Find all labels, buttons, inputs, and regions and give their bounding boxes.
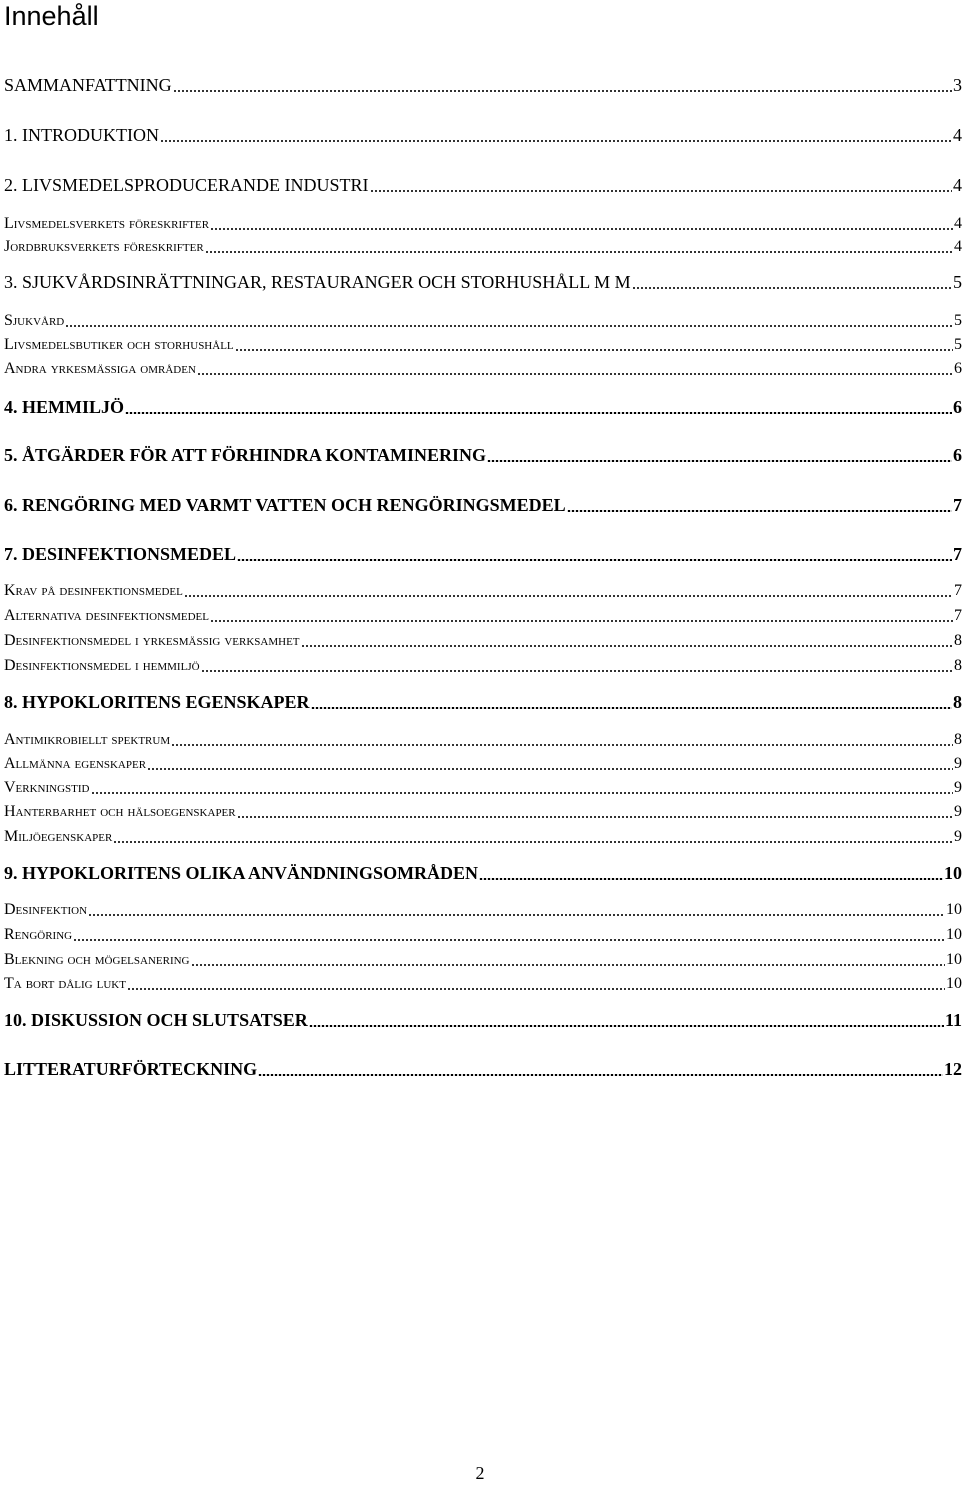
toc-dot-leader (235, 349, 953, 351)
toc-entry-title: Hanterbarhet och hälsoegenskaper (4, 803, 236, 820)
toc-dot-leader (125, 412, 952, 414)
toc-entry-page: 10 (944, 863, 962, 883)
toc-entry-title: 9. HYPOKLORITENS OLIKA ANVÄNDNINGSOMRÅDEN (4, 863, 479, 883)
toc-dot-leader (479, 878, 943, 880)
toc-entry-title: 8. HYPOKLORITENS EGENSKAPER (4, 692, 310, 712)
toc-dot-leader (88, 914, 945, 916)
toc-entry-title: Jordbruksverkets föreskrifter (4, 238, 204, 255)
toc-entry-introduktion[interactable] (4, 123, 962, 147)
toc-entry-hanterbarhet[interactable] (4, 801, 962, 823)
toc-dot-leader (309, 1025, 944, 1027)
toc-entry-title: Blekning och mögelsanering (4, 951, 190, 968)
toc-dot-leader (487, 460, 952, 462)
toc-entry-title: Livsmedelsbutiker och storhushåll (4, 336, 234, 353)
toc-dot-leader (197, 373, 953, 375)
toc-entry-title: Andra yrkesmässiga områden (4, 360, 196, 377)
toc-entry-sammanfattning[interactable] (4, 73, 962, 97)
toc-dot-leader (171, 744, 953, 746)
toc-entry-page: 10 (946, 951, 962, 968)
toc-entry-page: 5 (954, 336, 962, 353)
toc-entry-title: Desinfektionsmedel i hemmiljö (4, 657, 200, 674)
toc-entry-title: Miljöegenskaper (4, 828, 113, 845)
toc-entry-page: 9 (954, 779, 962, 796)
toc-entry-page: 5 (954, 312, 962, 329)
toc-dot-leader (311, 707, 952, 709)
toc-entry-desinfektion[interactable] (4, 899, 962, 921)
toc-entry-page: 8 (953, 692, 962, 712)
toc-entry-verkningstid[interactable] (4, 777, 962, 799)
toc-entry-rengoring[interactable] (4, 924, 962, 946)
toc-dot-leader (160, 140, 952, 142)
toc-entry-diskussion[interactable] (4, 1008, 962, 1032)
toc-entry-title: Sjukvård (4, 312, 65, 329)
toc-entry-title: 5. ÅTGÄRDER FÖR ATT FÖRHINDRA KONTAMINERING (4, 445, 487, 465)
toc-entry-page: 10 (946, 926, 962, 943)
toc-entry-livsmedelsproducerande-industri[interactable] (4, 173, 962, 197)
toc-dot-leader (301, 645, 953, 647)
toc-entry-sjukvard[interactable] (4, 310, 962, 332)
toc-dot-leader (173, 90, 952, 92)
toc-dot-leader (191, 964, 946, 966)
toc-dot-leader (632, 287, 952, 289)
toc-entry-anvandningsomraden[interactable] (4, 861, 962, 885)
toc-entry-title: LITTERATURFÖRTECKNING (4, 1059, 258, 1079)
toc-entry-title: 10. DISKUSSION OCH SLUTSATSER (4, 1010, 308, 1030)
toc-dot-leader (147, 768, 953, 770)
toc-entry-title: Ta bort dålig lukt (4, 975, 126, 992)
toc-entry-page: 9 (954, 828, 962, 845)
toc-entry-title: Rengöring (4, 926, 73, 943)
toc-entry-page: 6 (954, 360, 962, 377)
toc-entry-title: Antimikrobiellt spektrum (4, 731, 171, 748)
toc-entry-livsmedelsbutiker[interactable] (4, 334, 962, 356)
toc-entry-title: Alternativa desinfektionsmedel (4, 607, 209, 624)
toc-entry-page: 8 (954, 731, 962, 748)
toc-entry-title: 1. INTRODUKTION (4, 125, 159, 145)
toc-dot-leader (237, 559, 952, 561)
toc-entry-antimikrobiellt-spektrum[interactable] (4, 729, 962, 751)
toc-dot-leader (210, 620, 953, 622)
toc-entry-ta-bort-dalig-lukt[interactable] (4, 973, 962, 995)
toc-entry-desinfektionsmedel-hemmiljo[interactable] (4, 655, 962, 677)
toc-entry-page: 4 (953, 175, 962, 195)
toc-dot-leader (258, 1074, 943, 1076)
toc-entry-hypokloritens-egenskaper[interactable] (4, 690, 962, 714)
toc-entry-page: 9 (954, 755, 962, 772)
toc-entry-alternativa-desinfektionsmedel[interactable] (4, 605, 962, 627)
toc-entry-title: Verkningstid (4, 779, 90, 796)
toc-entry-page: 7 (953, 495, 962, 515)
toc-entry-page: 4 (954, 238, 962, 255)
toc-dot-leader (205, 251, 953, 253)
toc-dot-leader (91, 792, 954, 794)
toc-dot-leader (567, 510, 952, 512)
toc-entry-title: 7. DESINFEKTIONSMEDEL (4, 544, 237, 564)
toc-dot-leader (201, 670, 953, 672)
page-number: 2 (475, 1463, 485, 1483)
toc-entry-page: 4 (953, 125, 962, 145)
toc-entry-page: 10 (946, 901, 962, 918)
page-title: Innehåll (4, 1, 99, 31)
toc-dot-leader (210, 228, 953, 230)
toc-entry-title: SAMMANFATTNING (4, 75, 172, 95)
toc-entry-sjukvardsinrattningar[interactable] (4, 270, 962, 294)
toc-dot-leader (237, 816, 953, 818)
toc-dot-leader (65, 325, 953, 327)
toc-entry-title: Desinfektion (4, 901, 88, 918)
toc-entry-andra-yrkesmassiga-omraden[interactable] (4, 358, 962, 380)
toc-entry-page: 6 (953, 397, 962, 417)
toc-entry-livsmedelsverkets-foreskrifter[interactable] (4, 213, 962, 235)
toc-entry-page: 8 (954, 632, 962, 649)
toc-entry-jordbruksverkets-foreskrifter[interactable] (4, 236, 962, 258)
toc-entry-title: 3. SJUKVÅRDSINRÄTTNINGAR, RESTAURANGER OCH STORHUSHÅLL M M (4, 272, 631, 292)
toc-entry-title: Krav på desinfektionsmedel (4, 582, 183, 599)
toc-entry-page: 12 (944, 1059, 962, 1079)
toc-entry-atgarder[interactable] (4, 443, 962, 467)
toc-entry-page: 7 (953, 544, 962, 564)
toc-dot-leader (370, 190, 952, 192)
toc-entry-krav-pa-desinfektionsmedel[interactable] (4, 580, 962, 602)
toc-entry-page: 7 (954, 607, 962, 624)
toc-entry-miljoegenskaper[interactable] (4, 826, 962, 848)
toc-entry-desinfektionsmedel[interactable] (4, 542, 962, 566)
toc-entry-hemmiljo[interactable] (4, 395, 962, 419)
toc-entry-page: 10 (946, 975, 962, 992)
toc-entry-allmanna-egenskaper[interactable] (4, 753, 962, 775)
toc-dot-leader (127, 988, 945, 990)
toc-entry-title: 2. LIVSMEDELSPRODUCERANDE INDUSTRI (4, 175, 369, 195)
toc-entry-page: 8 (954, 657, 962, 674)
toc-entry-desinfektionsmedel-yrkesmassig[interactable] (4, 630, 962, 652)
toc-dot-leader (184, 595, 953, 597)
toc-entry-page: 7 (954, 582, 962, 599)
toc-entry-page: 11 (944, 1010, 962, 1030)
toc-entry-page: 5 (953, 272, 962, 292)
toc-dot-leader (73, 939, 945, 941)
toc-entry-page: 6 (953, 445, 962, 465)
toc-entry-title: Livsmedelsverkets föreskrifter (4, 215, 210, 232)
toc-entry-page: 4 (954, 215, 962, 232)
toc-entry-title: Desinfektionsmedel i yrkesmässig verksamhet (4, 632, 300, 649)
toc-entry-title: Allmänna egenskaper (4, 755, 147, 772)
toc-entry-rengoring-varmt-vatten[interactable] (4, 493, 962, 517)
toc-entry-litteraturforteckning[interactable] (4, 1057, 962, 1081)
toc-entry-title: 4. HEMMILJÖ (4, 397, 124, 417)
toc-entry-page: 3 (953, 75, 962, 95)
toc-entry-page: 9 (954, 803, 962, 820)
toc-entry-blekning[interactable] (4, 949, 962, 971)
toc-entry-title: 6. RENGÖRING MED VARMT VATTEN OCH RENGÖRINGSMEDEL (4, 495, 566, 515)
toc-dot-leader (113, 841, 953, 843)
